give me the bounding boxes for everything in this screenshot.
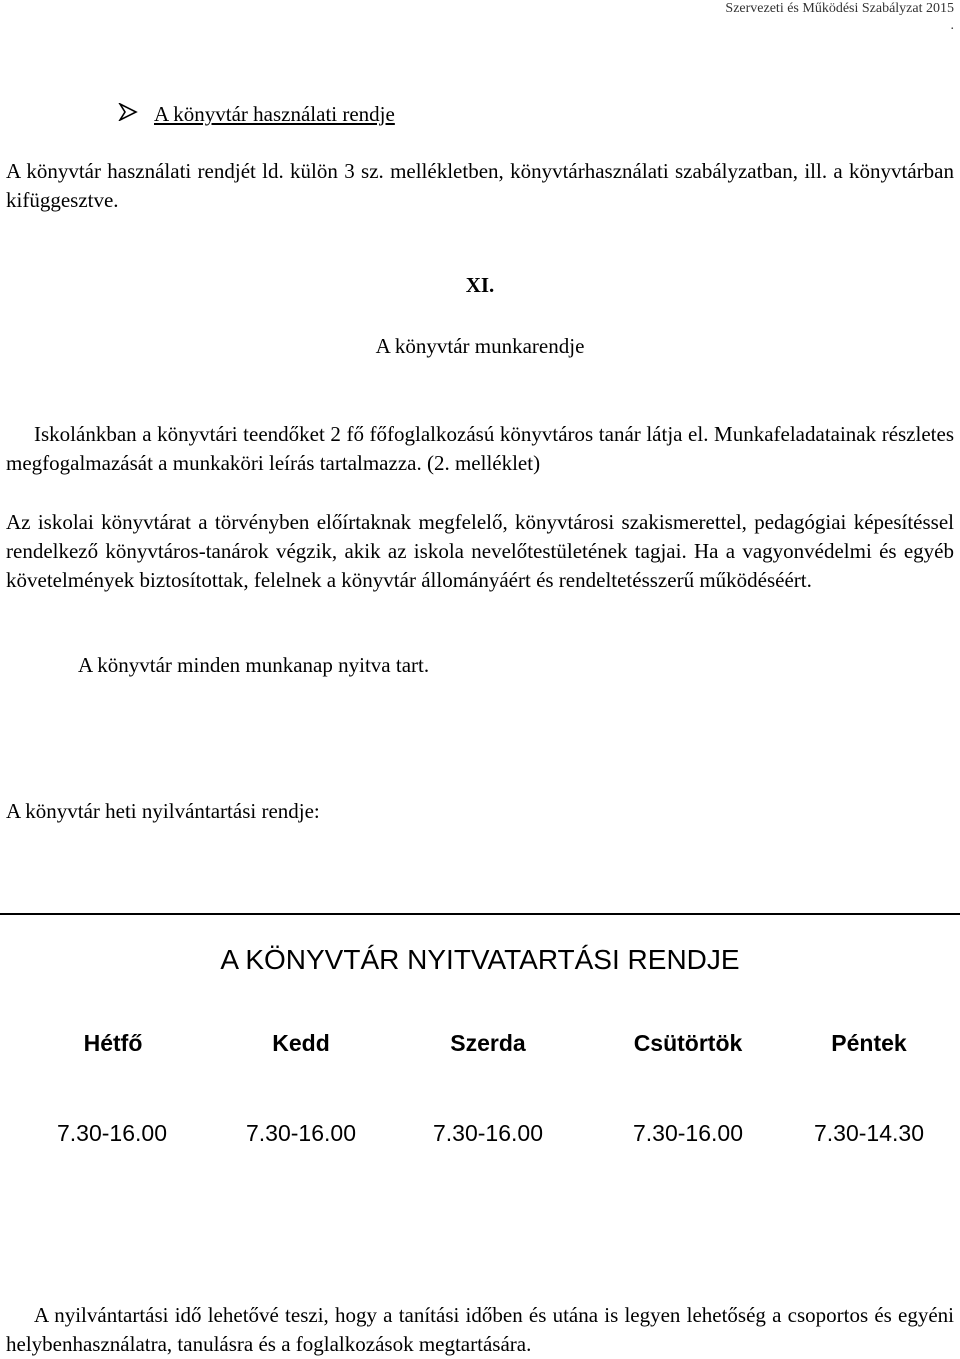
running-title: Szervezeti és Működési Szabályzat 2015	[725, 1, 954, 16]
day-thursday: Csütörtök	[633, 1030, 743, 1056]
usage-text: A könyvtár használati rendjét ld. külön 3 sz. mellékletben, könyvtárhasználati szabályzatban, ill. a könyvtárban kifüggesztve.	[6, 159, 954, 212]
time-tuesday: 7.30-16.00	[246, 1120, 356, 1146]
usage-heading-row	[118, 102, 395, 127]
chapter-number: XI.	[465, 273, 495, 297]
time-thursday: 7.30-16.00	[633, 1120, 743, 1146]
time-monday: 7.30-16.00	[57, 1120, 167, 1146]
chapter-title: A könyvtár munkarendje	[375, 334, 585, 358]
usage-heading: A könyvtár használati rendje	[154, 102, 395, 126]
librarians-paragraph: Az iskolai könyvtárat a törvényben előírtaknak megfelelő, könyvtárosi szakismerettel, pedagógiai képesítéssel rendelkező könyvtáros-tanárok végzik, akik az iskola nevelőtestületének tagjai. Ha a vagyonvédelmi és egyéb követelmények biztosítottak, felelnek a könyvtár állományáért és rendeltetésszerű működéséért.	[6, 510, 954, 592]
day-monday: Hétfő	[83, 1030, 143, 1056]
weekly-order-text: A könyvtár heti nyilvántartási rendje:	[6, 799, 320, 823]
time-friday: 7.30-14.30	[814, 1120, 924, 1146]
schedule-divider	[0, 913, 960, 915]
day-friday: Péntek	[831, 1030, 907, 1056]
header-dot: .	[950, 18, 954, 33]
schedule-title: A KÖNYVTÁR NYITVATARTÁSI RENDJE	[220, 944, 740, 975]
arrow-bullet-icon	[118, 102, 140, 127]
closing-paragraph: A nyilvántartási idő lehetővé teszi, hogy a tanítási időben és utána is legyen lehetőség a csoportos és egyéni helybenhasználatra, tanulásra és a foglalkozások megtartására.	[6, 1303, 954, 1356]
time-wednesday: 7.30-16.00	[433, 1120, 543, 1146]
open-daily-text: A könyvtár minden munkanap nyitva tart.	[78, 653, 430, 677]
day-wednesday: Szerda	[450, 1030, 526, 1056]
staff-paragraph: Iskolánkban a könyvtári teendőket 2 fő főfoglalkozású könyvtáros tanár látja el. Munkafeladatainak részletes megfogalmazását a munkaköri leírás tartalmazza. (2. melléklet)	[6, 422, 954, 475]
day-tuesday: Kedd	[272, 1030, 330, 1056]
running-header	[725, 0, 954, 34]
